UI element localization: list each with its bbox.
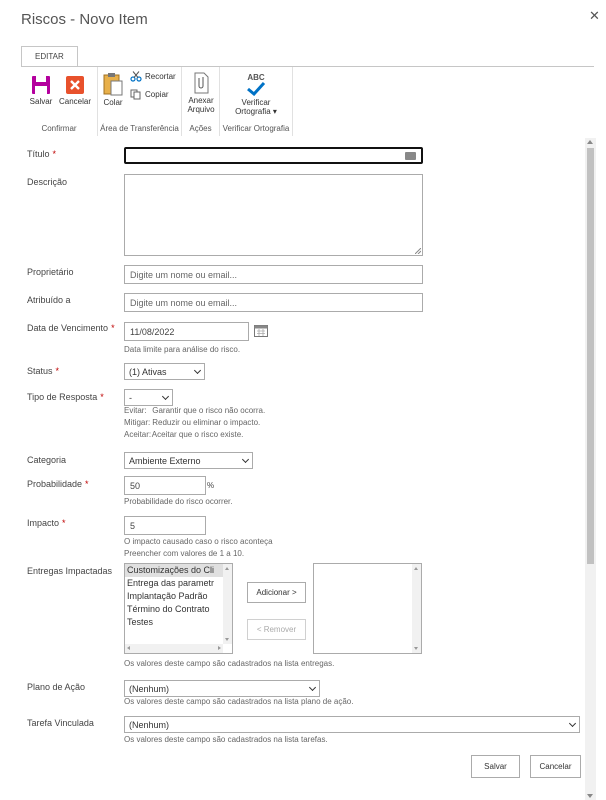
list-vscroll[interactable] (412, 564, 421, 653)
tab-editar[interactable]: EDITAR (21, 46, 78, 67)
cancel-label: Cancelar (58, 97, 91, 106)
impacto-help-1: O impacto causado caso o risco aconteça (124, 537, 273, 546)
chevron-down-icon (162, 392, 169, 399)
save-icon (31, 75, 51, 95)
chevron-down-icon (194, 366, 201, 373)
label-impacto: Impacto * (27, 518, 66, 528)
probabilidade-help: Probabilidade do risco ocorrer. (124, 497, 233, 506)
save-button[interactable]: Salvar (471, 755, 520, 778)
cancel-icon (65, 75, 85, 95)
scroll-down-icon[interactable] (587, 794, 593, 798)
entregas-selected-list[interactable] (313, 563, 422, 654)
chevron-down-icon (309, 683, 316, 690)
scroll-down-icon[interactable] (414, 647, 418, 650)
tipo-resposta-value: - (129, 392, 132, 403)
probabilidade-input[interactable] (124, 476, 206, 495)
list-vscroll[interactable] (223, 564, 232, 644)
cancel-ribbon-button[interactable] (58, 75, 92, 106)
tipo-resposta-select[interactable] (124, 389, 173, 406)
list-item[interactable]: Testes (127, 617, 154, 627)
label-probabilidade: Probabilidade * (27, 479, 89, 489)
tipo-resposta-help (124, 405, 265, 441)
label-entregas: Entregas Impactadas (27, 566, 113, 576)
vencimento-input[interactable] (124, 322, 249, 341)
chevron-down-icon (242, 455, 249, 462)
categoria-value: Ambiente Externo (129, 455, 201, 466)
impacto-input[interactable] (124, 516, 206, 535)
paste-icon (102, 72, 124, 96)
scroll-left-icon[interactable] (127, 646, 130, 650)
proprietario-input[interactable] (124, 265, 423, 284)
scroll-up-icon[interactable] (414, 567, 418, 570)
tarefa-value: (Nenhum) (129, 719, 170, 730)
status-select[interactable] (124, 363, 205, 380)
vencimento-value: 11/08/2022 (130, 326, 175, 337)
label-vencimento: Data de Vencimento * (27, 323, 115, 333)
proprietario-placeholder: Digite um nome ou email... (130, 269, 238, 280)
scroll-up-icon[interactable] (225, 567, 229, 570)
vencimento-help: Data limite para análise do risco. (124, 345, 241, 354)
status-value: (1) Ativas (129, 366, 167, 377)
label-tarefa: Tarefa Vinculada (27, 718, 94, 728)
dialog-title: Riscos - Novo Item (21, 11, 148, 28)
keyboard-icon (405, 152, 416, 160)
spelling-label-1: Verificar (241, 98, 271, 107)
abc-icon: ABC (247, 73, 265, 82)
entregas-help: Os valores deste campo são cadastrados na lista entregas. (124, 659, 335, 668)
group-label-spelling: Verificar Ortografia (222, 124, 290, 133)
impacto-help (124, 536, 273, 560)
descricao-textarea[interactable] (124, 174, 423, 256)
attach-file-button[interactable] (184, 72, 218, 114)
ribbon (21, 67, 293, 136)
copy-icon (130, 89, 142, 100)
plano-acao-value: (Nenhum) (129, 683, 170, 694)
titulo-input[interactable] (124, 147, 423, 164)
list-item[interactable]: Entrega das parametr (127, 578, 215, 588)
impacto-value: 5 (130, 520, 136, 531)
list-hscroll[interactable] (125, 644, 223, 653)
scroll-down-icon[interactable] (225, 638, 229, 641)
ribbon-group-spelling (220, 67, 293, 136)
page-scrollbar[interactable] (585, 138, 596, 800)
ribbon-group-acoes (182, 67, 220, 136)
label-status: Status * (27, 366, 60, 376)
paste-label: Colar (103, 98, 123, 107)
copy-button[interactable] (130, 89, 169, 100)
label-tipo-resposta: Tipo de Resposta * (27, 392, 104, 402)
label-titulo: Título * (27, 149, 57, 159)
label-proprietario: Proprietário (27, 267, 74, 277)
entregas-available-list[interactable] (124, 563, 233, 654)
cut-label: Recortar (145, 72, 176, 81)
cancel-button[interactable]: Cancelar (530, 755, 581, 778)
list-item[interactable]: Implantação Padrão (127, 591, 208, 601)
scroll-right-icon[interactable] (218, 646, 221, 650)
ribbon-group-transfer (98, 67, 182, 136)
probabilidade-unit: % (207, 481, 215, 490)
spelling-label-2: Ortografia ▾ (235, 107, 277, 116)
list-item[interactable]: Término do Contrato (127, 604, 210, 614)
cut-button[interactable] (130, 71, 176, 82)
attach-label-1: Anexar (188, 96, 214, 105)
calendar-icon[interactable] (254, 324, 268, 337)
help-row-aceitar: Aceitar: Aceitar que o risco existe. (124, 430, 244, 439)
plano-acao-select[interactable] (124, 680, 320, 697)
group-label-transfer: Área de Transferência (100, 124, 179, 133)
scroll-up-icon[interactable] (587, 140, 593, 144)
chevron-down-icon (569, 719, 576, 726)
categoria-select[interactable] (124, 452, 253, 469)
ribbon-tabs (21, 46, 78, 66)
help-row-mitigar: Mitigar: Reduzir ou eliminar o impacto. (124, 418, 261, 427)
plano-acao-help: Os valores deste campo são cadastrados na lista plano de ação. (124, 697, 354, 706)
attach-icon (192, 72, 210, 94)
close-icon[interactable]: ✕ (589, 8, 600, 23)
group-label-acoes: Ações (189, 124, 212, 133)
scissors-icon (130, 71, 142, 82)
label-categoria: Categoria (27, 455, 67, 465)
atribuido-placeholder: Digite um nome ou email... (130, 297, 238, 308)
label-atribuido: Atribuído a (27, 295, 71, 305)
impacto-help-2: Preencher com valores de 1 a 10. (124, 549, 245, 558)
paste-button[interactable] (101, 72, 125, 107)
atribuido-input[interactable] (124, 293, 423, 312)
help-row-evitar: Evitar: Garantir que o risco não ocorra. (124, 406, 266, 415)
save-label: Salvar (29, 97, 53, 106)
attach-label-2: Arquivo (187, 105, 215, 114)
group-label-confirmar: Confirmar (41, 124, 77, 133)
save-button[interactable] (28, 75, 54, 106)
tarefa-select[interactable] (124, 716, 580, 733)
spelling-button[interactable] (226, 73, 286, 116)
tarefa-help: Os valores deste campo são cadastrados na lista tarefas. (124, 735, 328, 744)
copy-label: Copiar (145, 90, 169, 99)
label-descricao: Descrição (27, 177, 68, 187)
list-item[interactable]: Customizações do Cli (125, 564, 232, 577)
checkmark-icon (246, 82, 266, 96)
scroll-thumb[interactable] (587, 148, 594, 564)
ribbon-group-confirmar (21, 67, 98, 136)
add-button[interactable]: Adicionar > (247, 582, 306, 603)
label-plano-acao: Plano de Ação (27, 682, 86, 692)
probabilidade-value: 50 (130, 480, 141, 491)
remove-button[interactable]: < Remover (247, 619, 306, 640)
resize-icon[interactable] (415, 248, 421, 254)
